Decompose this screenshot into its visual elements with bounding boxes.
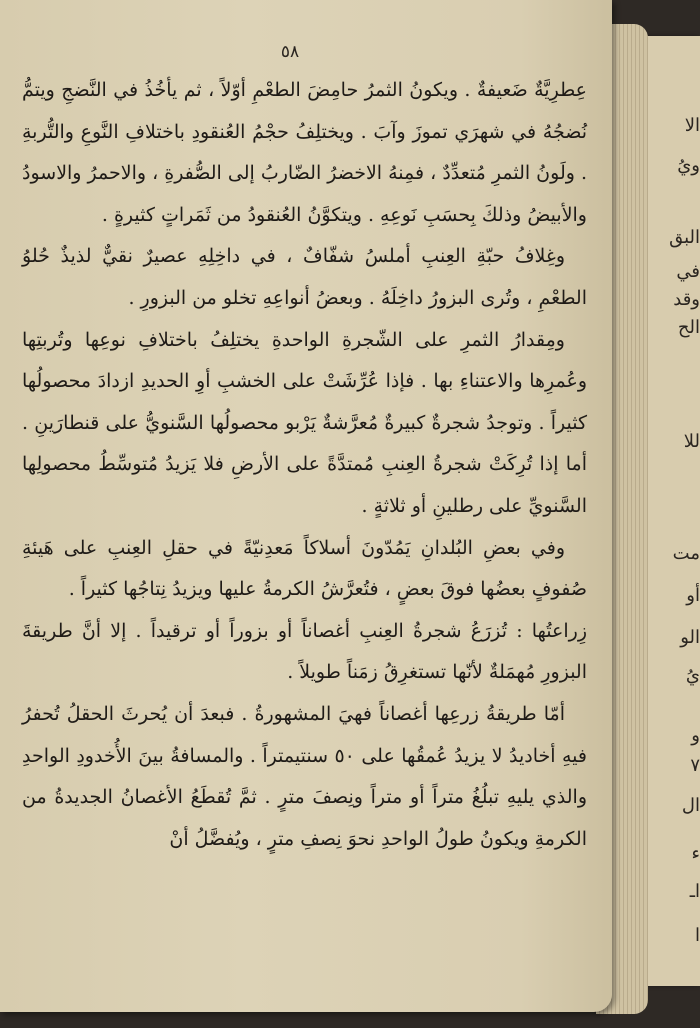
paragraph-fruit-description: عِطرِيَّةٌ ضَعيفةٌ . ويكونُ الثمرُ حامِضَ الطعْمِ أوّلاً ، ثم يأخُذُ في النَّضجِ ويتمُّ نُضجُهُ في شهرَي تموزَ وآبَ . ويختلِفُ حجْمُ العُنقودِ باختلافِ النَّوعِ والتُّربةِ . ولَونُ الثمرِ مُتعدِّدٌ ، فمِنهُ الاخضرُ الضّاربُ إلى الصُّفرةِ ، والاحمرُ والاسودُ والأبيضُ وذلكَ بِحسَبِ نَوعِهِ . ويتكوَّنُ العُنقودُ من ثَمَراتٍ كثيرةٍ . — [22, 79, 587, 226]
next-page-fragment: الا — [684, 115, 700, 136]
next-page-fragment: وقد — [673, 289, 700, 310]
next-page-fragment: الح — [677, 317, 700, 338]
page-number: ٥٨ — [280, 42, 300, 62]
next-page-fragment: ء — [691, 843, 700, 864]
paragraph-cultivation: زِراعتُها : تُزرَعُ شجرةُ العِنبِ أغصاناً أو بزوراً أو ترقيداً . إلا أنَّ طريقةَ البزورِ مُهمَلةٌ لأنّها تستغرِقُ زمَناً طويلاً . — [22, 619, 587, 684]
next-page-fragment: اـ — [689, 881, 700, 902]
next-page-fragment: ا — [694, 925, 700, 946]
page-body-text — [22, 70, 587, 860]
next-page-fragment: مت — [672, 543, 700, 564]
next-page-fragment: في — [676, 261, 700, 282]
next-page-fragment: ويُ — [677, 155, 700, 176]
next-page-fragment: الو — [680, 627, 700, 648]
next-page-fragment: يُ — [685, 665, 700, 686]
next-page-fragment: للا — [683, 431, 700, 452]
next-page-fragment: ال — [681, 795, 700, 816]
paragraph-berry-skin: وغِلافُ حبّةِ العِنبِ أملسُ شفّافٌ ، في داخِلِهِ عصيرٌ نقيٌّ لذيذٌ حُلوُ الطعْمِ ، وتُرى البزورُ داخِلَهُ . وبعضُ أنواعِهِ تخلو من البزورِ . — [22, 245, 587, 309]
next-page-fragment: أو — [686, 585, 700, 606]
next-page-fragment: البق — [669, 227, 700, 248]
paragraph-cuttings-method: أمّا طريقةُ زرعِها أغصاناً فهيَ المشهورةُ . فبعدَ أن يُحرثَ الحقلُ تُحفرُ فيهِ أخاديدُ لا يزيدُ عُمقُها على ٥٠ سنتيمتراً . والمسافةُ بينَ الأُخدودِ الواحدِ والذي يليهِ تبلُغُ متراً أو متراً ونِصفَ مترٍ . ثمَّ تُقطَعُ الأغصانُ الجديدةُ من الكرمةِ ويكونُ طولُ الواحدِ نحوَ نِصفِ مترٍ ، ويُفضَّلُ أنْ — [22, 702, 587, 850]
paragraph-yield: ومِقدارُ الثمرِ على الشّجرةِ الواحدةِ يختلِفُ باختلافِ نوعِها وتُربتِها وعُمرِها والاعتناءِ بها . فإذا عُرِّشَتْ على الخشبِ أوِ الحديدِ ازدادَ محصولُها كثيراً . وتوجدُ شجرةٌ كبيرةٌ مُعرَّشةٌ يَرْبو محصولُها السَّنويُّ على قنطارَينِ . أما إذا تُرِكَتْ شجرةُ العِنبِ مُمتدَّةً على الأرضِ فلا يَزيدُ مُتوسِّطُ محصولِها السَّنويِّ على رطلينِ أو ثلاثةٍ . — [22, 328, 587, 517]
next-page-fragment: و — [691, 725, 700, 746]
paragraph-wire-trellis: وفي بعضِ البُلدانِ يَمُدّونَ أسلاكاً مَعدِنيّةً في حقلِ العِنبِ على هَيئةِ صُفوفٍ بعضُها فوقَ بعضٍ ، فتُعرَّشُ الكرمةُ عليها ويزيدُ نِتاجُها كثيراً . — [22, 536, 587, 601]
next-page-fragment: ٧ — [690, 755, 700, 776]
